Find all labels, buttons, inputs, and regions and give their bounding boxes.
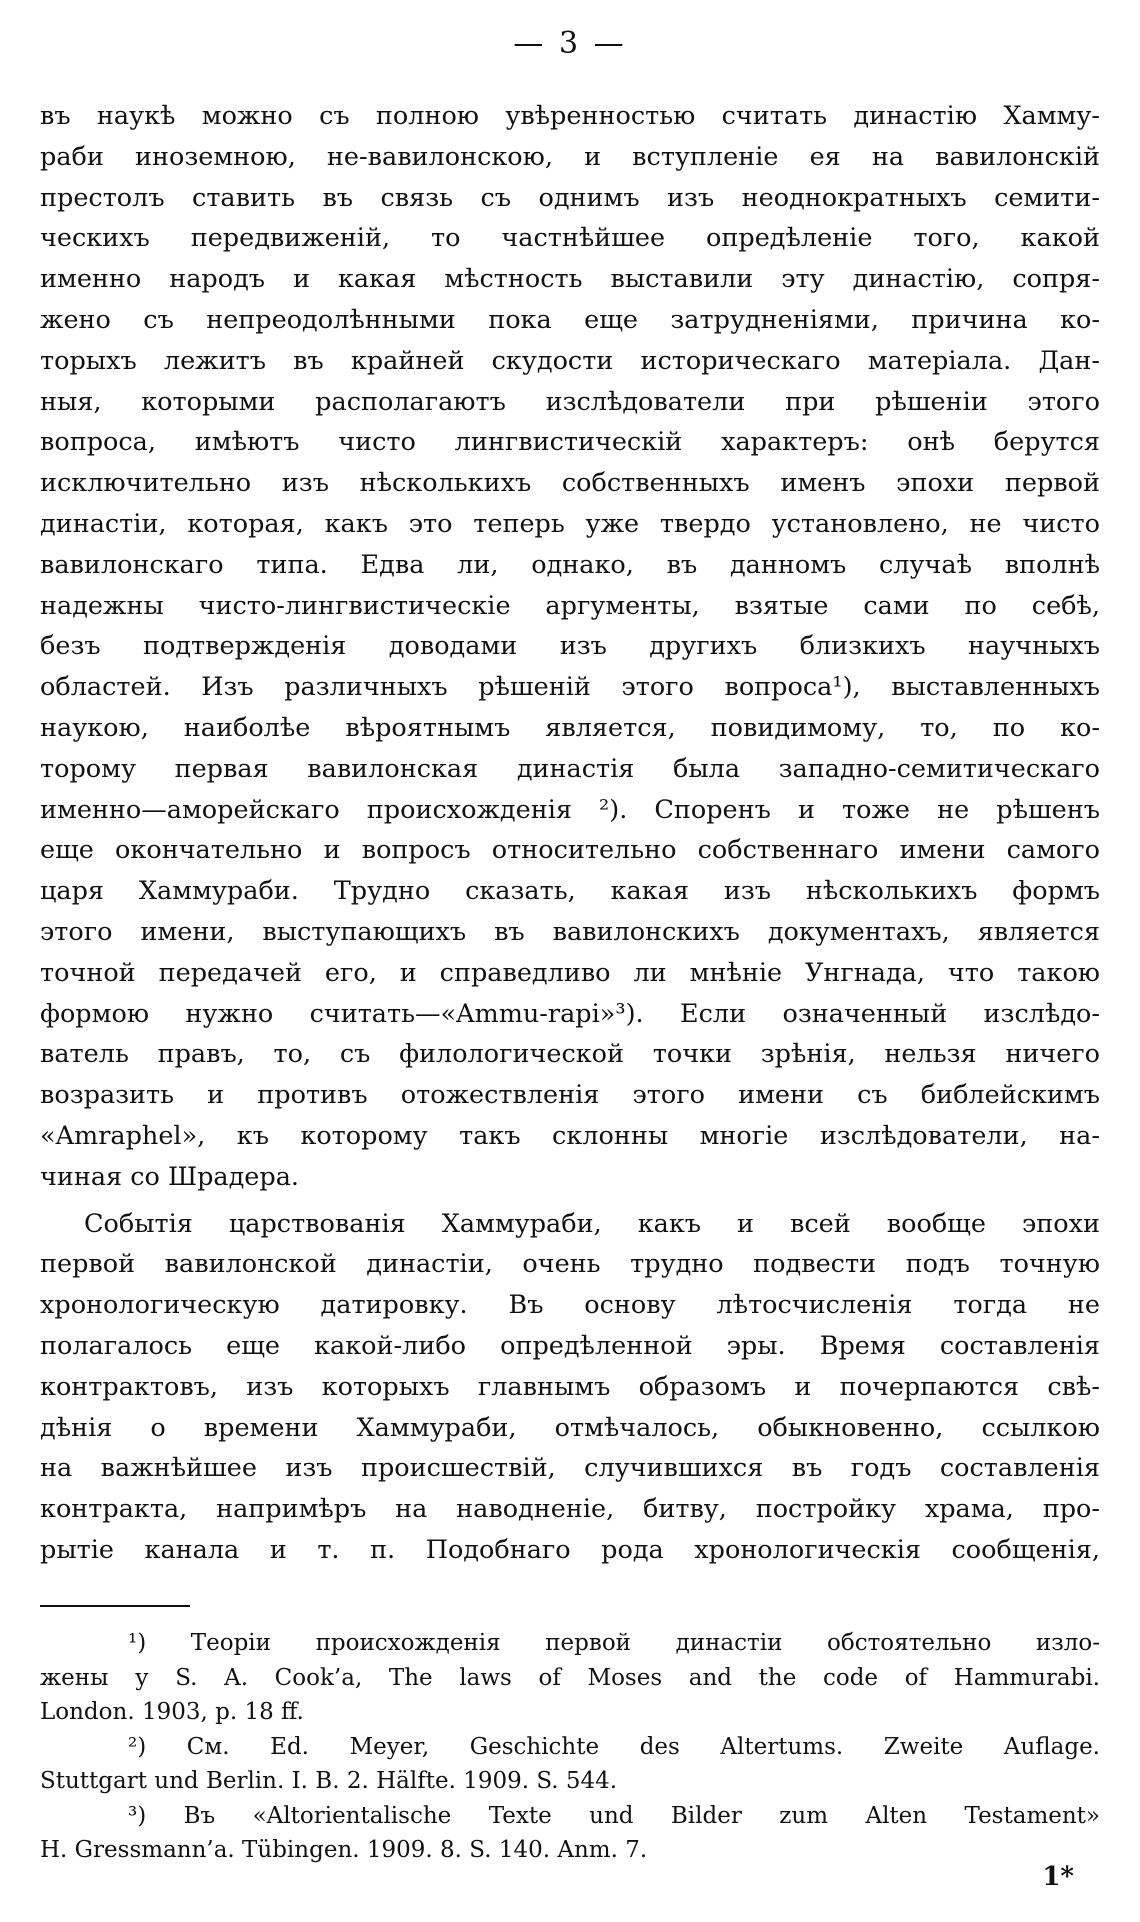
text-line: раби иноземною, не-вавилонскою, и вступленіе ея на вавилонскій — [40, 141, 1100, 172]
footnote-line: ²) См. Ed. Meyer, Geschichte des Altertums. Zweite Auflage. — [128, 1733, 1100, 1760]
main-text — [40, 96, 1100, 1571]
footnote-line: ³) Въ «Altorientalische Texte und Bilder zum Alten Testament» — [128, 1802, 1100, 1829]
footnote-divider — [40, 1605, 190, 1607]
text-line: безъ подтвержденія доводами изъ другихъ близкихъ научныхъ — [40, 631, 1100, 662]
paragraph-2 — [40, 1204, 1100, 1571]
text-line: первой вавилонской династіи, очень трудно подвести подъ точную — [40, 1249, 1100, 1280]
text-line: рытіе канала и т. п. Подобнаго рода хронологическія сообщенія, — [40, 1534, 1100, 1565]
text-line: этого имени, выступающихъ въ вавилонскихъ документахъ, является — [40, 916, 1100, 947]
footnote-line: Stuttgart und Berlin. I. B. 2. Hälfte. 1909. S. 544. — [40, 1768, 618, 1794]
footnote-2 — [40, 1730, 1100, 1799]
text-line: формою нужно считать—«Ammu-rapi»³). Если означенный изслѣдо- — [40, 998, 1100, 1029]
footnote-line: London. 1903, p. 18 ff. — [40, 1699, 304, 1725]
text-line: исключительно изъ нѣсколькихъ собственныхъ именъ эпохи первой — [40, 468, 1100, 499]
footnote-3 — [40, 1799, 1100, 1868]
text-line: престолъ ставить въ связь съ однимъ изъ неоднократныхъ семити- — [40, 182, 1100, 213]
text-line: ныя, которыми располагаютъ изслѣдователи при рѣшеніи этого — [40, 386, 1100, 417]
text-line: на важнѣйшее изъ происшествій, случившихся въ годъ составленія — [40, 1453, 1100, 1484]
text-line: контракта, напримѣръ на наводненіе, битву, постройку храма, про- — [40, 1494, 1100, 1525]
text-line: жено съ непреодолѣнными пока еще затрудненіями, причина ко- — [40, 304, 1100, 335]
text-line: въ наукѣ можно съ полною увѣренностью считать династію Хамму- — [40, 101, 1100, 131]
text-line: именно народъ и какая мѣстность выставили эту династію, сопря- — [40, 264, 1100, 295]
text-line: вопроса, имѣютъ чисто лингвистическій характеръ: онѣ берутся — [40, 427, 1100, 458]
text-line: царя Хаммураби. Трудно сказать, какая изъ нѣсколькихъ формъ — [40, 876, 1100, 907]
text-line: вавилонскаго типа. Едва ли, однако, въ данномъ случаѣ вполнѣ — [40, 549, 1100, 580]
text-line: ватель правъ, то, съ филологической точки зрѣнія, нельзя ничего — [40, 1039, 1100, 1070]
text-line: именно—аморейскаго происхожденія ²). Споренъ и тоже не рѣшенъ — [40, 794, 1100, 825]
footnotes — [40, 1626, 1100, 1868]
text-line: ческихъ передвиженій, то частнѣйшее опредѣленіе того, какой — [40, 223, 1100, 254]
text-line: Событія царствованія Хаммураби, какъ и всей вообще эпохи — [84, 1208, 1100, 1239]
text-line: наукою, наиболѣе вѣроятнымъ является, повидимому, то, по ко- — [40, 712, 1100, 743]
signature-mark: 1* — [1042, 1862, 1074, 1892]
text-line: чиная со Шрадера. — [40, 1161, 300, 1192]
page-number: — 3 — — [513, 26, 627, 61]
text-line: торому первая вавилонская династія была западно-семитическаго — [40, 753, 1100, 784]
footnote-line: H. Gressmann’a. Tübingen. 1909. 8. S. 140. Anm. 7. — [40, 1837, 648, 1863]
footnote-line: жены у S. A. Cook’a, The laws of Moses and the code of Hammurabi. — [40, 1664, 1100, 1691]
text-line: еще окончательно и вопросъ относительно собственнаго имени самого — [40, 835, 1100, 866]
footnote-1 — [40, 1626, 1100, 1730]
text-line: хронологическую датировку. Въ основу лѣтосчисленія тогда не — [40, 1290, 1100, 1321]
text-line: торыхъ лежитъ въ крайней скудости историческаго матеріала. Дан- — [40, 345, 1100, 376]
text-line: династіи, которая, какъ это теперь уже твердо установлено, не чисто — [40, 508, 1100, 539]
text-line: возразить и противъ отожествленія этого имени съ библейскимъ — [40, 1080, 1100, 1111]
text-line: полагалось еще какой-либо опредѣленной эры. Время составленія — [40, 1330, 1100, 1361]
paragraph-1 — [40, 96, 1100, 1198]
text-line: контрактовъ, изъ которыхъ главнымъ образомъ и почерпаются свѣ- — [40, 1371, 1100, 1402]
text-line: дѣнія о времени Хаммураби, отмѣчалось, обыкновенно, ссылкою — [40, 1412, 1100, 1443]
text-line: «Amraphel», къ которому такъ склонны многіе изслѣдователи, на- — [40, 1120, 1100, 1151]
text-line: надежны чисто-лингвистическіе аргументы, взятые сами по себѣ, — [40, 590, 1100, 621]
text-line: точной передачей его, и справедливо ли мнѣніе Унгнада, что такою — [40, 957, 1100, 988]
footnote-line: ¹) Теоріи происхожденія первой династіи обстоятельно изло- — [128, 1630, 1100, 1656]
text-line: областей. Изъ различныхъ рѣшеній этого вопроса¹), выставленныхъ — [40, 672, 1100, 703]
